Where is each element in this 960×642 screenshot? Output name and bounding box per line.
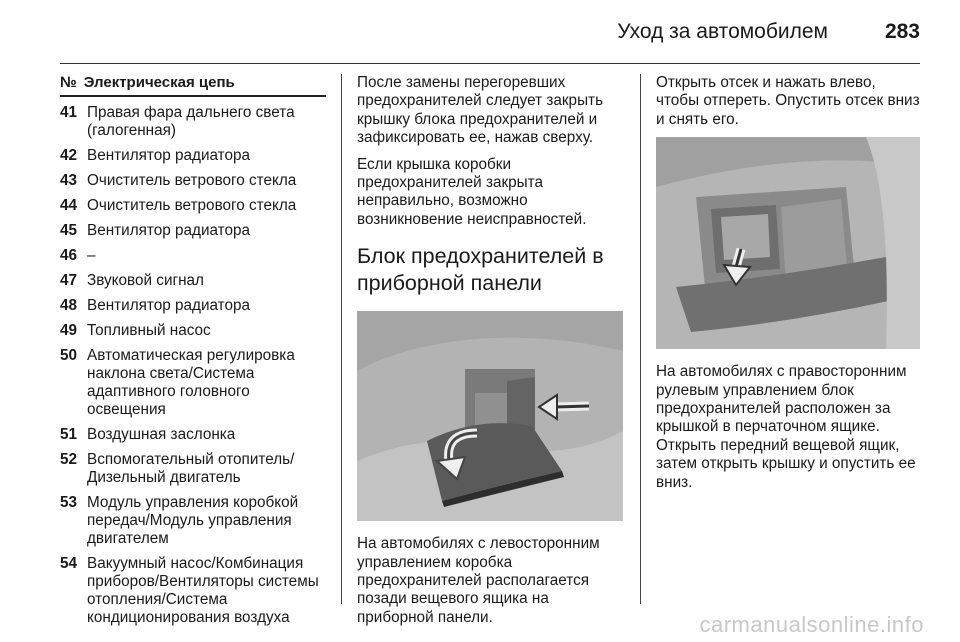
- glovebox-interior-illustration: [656, 137, 920, 349]
- header-rule: [60, 63, 920, 64]
- fuse-row: [60, 451, 326, 487]
- fuse-circuit: Воздушная заслонка: [87, 426, 236, 443]
- fuse-number: 50: [60, 347, 78, 364]
- section-heading: Блок предохранителей в приборной панели: [357, 244, 604, 296]
- fuse-number: 51: [60, 426, 78, 443]
- fuse-row: [60, 104, 326, 140]
- fuse-number: 49: [60, 322, 78, 339]
- fuse-circuit: Вентилятор радиатора: [87, 222, 251, 239]
- fuse-row: [60, 426, 326, 444]
- fuse-circuit: Автоматическая регулировка наклона света/Система адаптивного головного освещения: [87, 347, 295, 418]
- fuse-circuit: –: [87, 247, 96, 264]
- fuse-number: 48: [60, 297, 78, 314]
- fuse-row: [60, 172, 326, 190]
- fuse-circuit: Модуль управления коробкой передач/Модуль управления двигателем: [87, 494, 299, 547]
- paragraph-warning: Если крышка коробки предохранителей закрыта неправильно, возможно возникновение неисправностей.: [357, 155, 587, 228]
- fuse-row: [60, 272, 326, 290]
- page-number: 283: [884, 20, 920, 43]
- fuse-row: [60, 555, 326, 627]
- fuse-number: 45: [60, 222, 78, 239]
- fuse-number: 44: [60, 197, 78, 214]
- header-title: Уход за автомобилем: [617, 20, 828, 43]
- fuse-table-body: [60, 104, 326, 627]
- fuse-circuit: Очиститель ветрового стекла: [87, 197, 297, 214]
- fuse-row: [60, 494, 326, 548]
- fuse-number: 53: [60, 494, 78, 511]
- fuse-row: [60, 347, 326, 419]
- fuse-circuit: Правая фара дальнего света (галогенная): [87, 104, 295, 139]
- fuse-circuit: Вакуумный насос/Комбинация приборов/Вентиляторы системы отопления/Система кондиционирования воздуха: [87, 555, 319, 626]
- fuse-circuit: Топливный насос: [87, 322, 211, 339]
- fuse-number: 42: [60, 147, 78, 164]
- fuse-circuit: Вспомогательный отопитель/ Дизельный двигатель: [87, 451, 295, 486]
- column-divider: [341, 74, 342, 604]
- fuse-number: 46: [60, 247, 78, 264]
- column-3: [656, 74, 920, 500]
- fuse-number: 54: [60, 555, 78, 572]
- column-divider: [640, 74, 641, 604]
- fuse-number: 47: [60, 272, 78, 289]
- column-header-circuit: Электрическая цепь: [83, 74, 235, 91]
- fuse-table-header: [60, 74, 326, 97]
- paragraph-open-compartment: Открыть отсек и нажать влево, чтобы отпереть. Опустить отсек вниз и снять его.: [656, 74, 920, 128]
- fuse-circuit: Звуковой сигнал: [87, 272, 204, 289]
- column-header-number: №: [60, 74, 77, 91]
- fuse-row: [60, 247, 326, 265]
- page-header: [60, 16, 920, 48]
- fuse-row: [60, 197, 326, 215]
- fuse-circuit: Вентилятор радиатора: [87, 297, 251, 314]
- fuse-number: 41: [60, 104, 78, 121]
- fuse-row: [60, 322, 326, 340]
- fuse-row: [60, 222, 326, 240]
- figure-lhd-glovebox: [357, 311, 623, 521]
- glovebox-illustration: [357, 311, 623, 521]
- fuse-row: [60, 147, 326, 165]
- figure-rhd-glovebox: [656, 137, 920, 349]
- caption-rhd: На автомобилях с правосторонним рулевым управлением блок предохранителей расположен за крышкой в перчаточном ящике. Открыть передний вещевой ящик, затем открыть крышку и опустить ее вниз.: [656, 363, 916, 491]
- fuse-circuit: Вентилятор радиатора: [87, 147, 251, 164]
- fuse-circuit: Очиститель ветрового стекла: [87, 172, 297, 189]
- caption-lhd: На автомобилях с левосторонним управлением коробка предохранителей располагается позади вещевого ящика на приборной панели.: [357, 535, 600, 626]
- fuse-table: [60, 74, 326, 627]
- column-2: [357, 74, 625, 635]
- fuse-number: 43: [60, 172, 78, 189]
- fuse-number: 52: [60, 451, 78, 468]
- paragraph-close-cover: После замены перегоревших предохранителей следует закрыть крышку блока предохранителей и зафиксировать ее, нажав сверху.: [357, 74, 604, 147]
- watermark: carmanualsonline.info: [699, 612, 924, 637]
- fuse-row: [60, 297, 326, 315]
